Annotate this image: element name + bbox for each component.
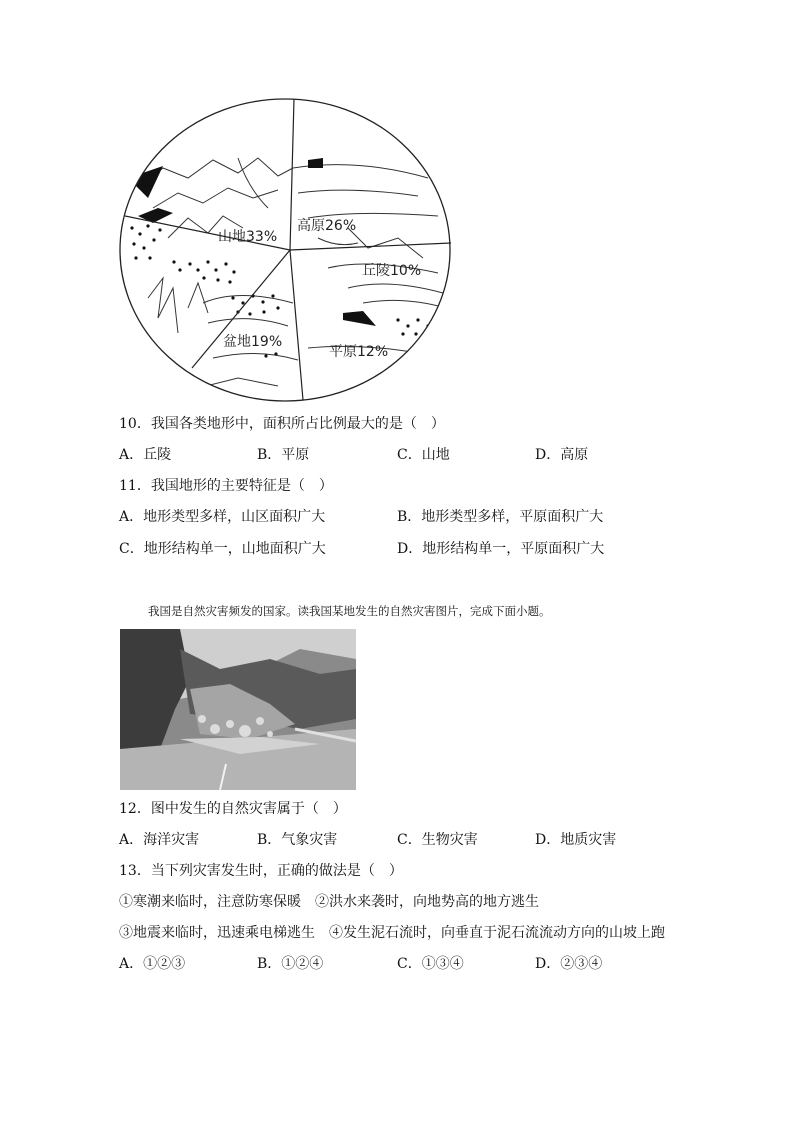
question-13-option-c[interactable]: C．①③④ (397, 956, 464, 972)
mountain-sketch (138, 158, 293, 188)
pie-label-mountain: 山地33% (218, 229, 278, 245)
pie-label-basin: 盆地19% (223, 334, 283, 350)
pie-label-plateau: 高原26% (297, 218, 357, 234)
pie-outline (120, 99, 450, 401)
question-13-option-b[interactable]: B．①②④ (257, 956, 324, 972)
question-13-statements-line1: ①寒潮来临时，注意防寒保暖 ②洪水来袭时，向地势高的地方逃生 (119, 894, 539, 910)
question-11-option-d[interactable]: D．地形结构单一，平原面积广大 (397, 541, 605, 557)
question-11-option-a[interactable]: A．地形类型多样，山区面积广大 (119, 509, 326, 525)
pie-label-plain: 平原12% (329, 344, 389, 360)
landform-pie-figure (118, 98, 454, 404)
question-11-stem: 11．我国地形的主要特征是（ ） (119, 478, 333, 494)
pie-label-hill: 丘陵10% (362, 263, 422, 279)
question-10-option-b[interactable]: B．平原 (257, 447, 310, 463)
basin-sketch (203, 296, 293, 304)
question-12-stem: 12．图中发生的自然灾害属于（ ） (119, 801, 347, 817)
question-13-stem: 13．当下列灾害发生时，正确的做法是（ ） (119, 863, 403, 879)
question-13-option-d[interactable]: D．②③④ (535, 956, 603, 972)
question-11-option-b[interactable]: B．地形类型多样，平原面积广大 (397, 509, 604, 525)
question-12-option-c[interactable]: C．生物灾害 (397, 832, 478, 848)
question-13-statements-line2: ③地震来临时，迅速乘电梯逃生 ④发生泥石流时，向垂直于泥石流流动方向的山坡上跑 (119, 925, 665, 941)
question-12-option-a[interactable]: A．海洋灾害 (119, 832, 200, 848)
question-12-option-d[interactable]: D．地质灾害 (535, 832, 617, 848)
question-10-stem: 10．我国各类地形中，面积所占比例最大的是（ ） (119, 416, 445, 432)
landslide-photo (120, 629, 356, 790)
question-10-option-a[interactable]: A．丘陵 (119, 447, 172, 463)
question-11-option-c[interactable]: C．地形结构单一，山地面积广大 (119, 541, 326, 557)
question-10-option-c[interactable]: C．山地 (397, 447, 450, 463)
question-10-option-d[interactable]: D．高原 (535, 447, 589, 463)
material-intro: 我国是自然灾害频发的国家。读我国某地发生的自然灾害图片，完成下面小题。 (148, 604, 551, 618)
question-13-option-a[interactable]: A．①②③ (119, 956, 186, 972)
question-12-option-b[interactable]: B．气象灾害 (257, 832, 338, 848)
